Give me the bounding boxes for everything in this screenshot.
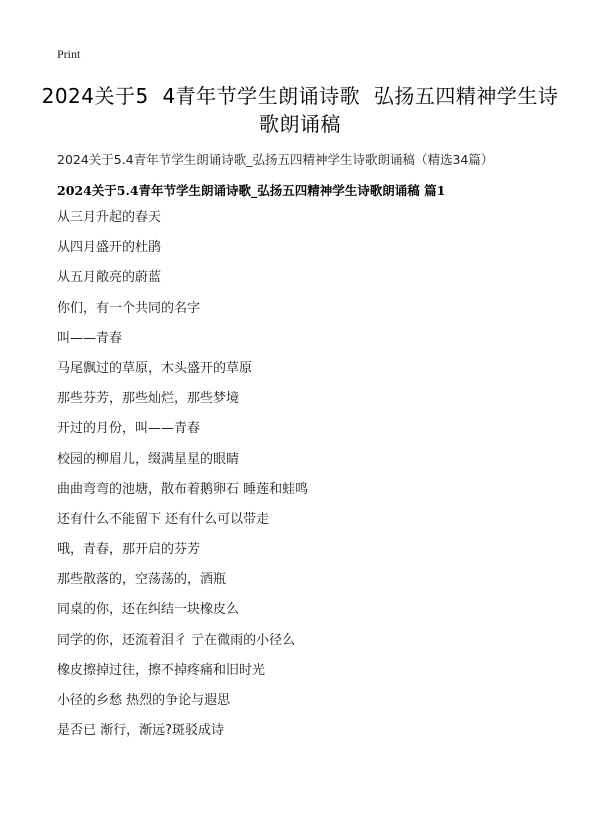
document-subtitle: 2024关于5.4青年节学生朗诵诗歌_弘扬五四精神学生诗歌朗诵稿（精选34篇） — [57, 152, 494, 167]
poem-line: 那些散落的，空荡荡的，酒瓶 — [57, 572, 227, 588]
poem-line: 同学的你，还流着泪彳 亍在微雨的小径么 — [57, 632, 296, 648]
poem-line: 曲曲弯弯的池塘，散布着鹅卵石 睡莲和蛙鸣 — [57, 481, 309, 497]
poem-line: 你们，有一个共同的名字 — [57, 300, 201, 316]
poem-line: 哦，青春，那开启的芬芳 — [57, 542, 201, 558]
poem-line: 橡皮擦掉过往，擦不掉疼痛和旧时光 — [57, 662, 266, 678]
poem-line: 马尾飘过的草原，木头盛开的草原 — [57, 360, 253, 376]
poem-line: 从三月升起的春天 — [57, 210, 162, 225]
section-heading: 2024关于5.4青年节学生朗诵诗歌_弘扬五四精神学生诗歌朗诵稿 篇1 — [57, 183, 446, 198]
print-link[interactable]: Print — [57, 47, 81, 61]
poem-line: 从四月盛开的杜鹃 — [57, 240, 162, 256]
title-line-2: 歌朗诵稿 — [259, 112, 341, 136]
poem-line: 叫——青春 — [57, 330, 123, 346]
poem-line: 小径的乡愁 热烈的争论与遐思 — [57, 693, 231, 708]
poem-line: 还有什么不能留下 还有什么可以带走 — [57, 511, 270, 527]
poem-line: 开过的月份，叫——青春 — [57, 421, 201, 437]
title-line-1: 2024关于5 4青年节学生朗诵诗歌 弘扬五四精神学生诗 — [41, 84, 559, 108]
poem-line: 从五月敞亮的蔚蓝 — [57, 270, 162, 286]
poem-line: 同桌的你，还在纠结一块橡皮么 — [57, 602, 240, 618]
poem-line: 那些芬芳，那些灿烂，那些梦境 — [57, 391, 240, 407]
poem-line: 校园的柳眉儿，缀满星星的眼睛 — [57, 451, 240, 467]
poem-line: 是否已 渐行，渐远?斑驳成诗 — [57, 723, 225, 739]
page-title — [30, 82, 570, 138]
poem-lines — [57, 203, 308, 746]
